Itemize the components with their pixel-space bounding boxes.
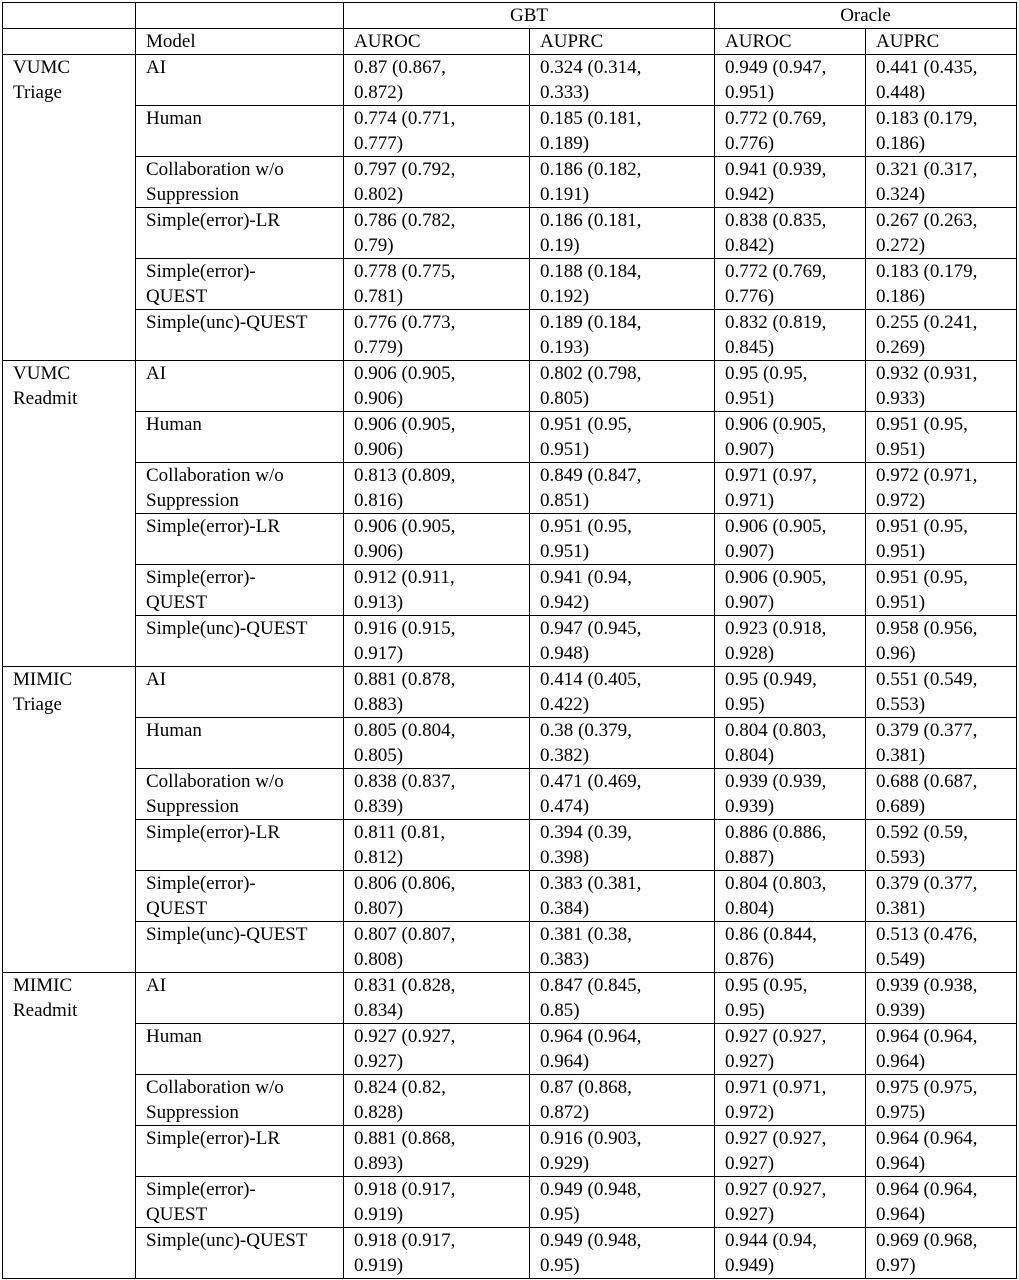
oracle-auroc-cell: 0.971 (0.971, 0.972) [715, 1075, 866, 1126]
dataset-label: VUMC Triage [3, 55, 136, 361]
table-row [3, 922, 1017, 973]
gbt-auprc-cell: 0.383 (0.381, 0.384) [530, 871, 715, 922]
oracle-auprc-cell: 0.551 (0.549, 0.553) [866, 667, 1017, 718]
oracle-auroc-cell: 0.804 (0.803, 0.804) [715, 871, 866, 922]
header-row-groups [3, 3, 1017, 29]
gbt-auprc-cell: 0.849 (0.847, 0.851) [530, 463, 715, 514]
model-cell: Human [136, 1024, 344, 1075]
table-row [3, 1228, 1017, 1279]
oracle-auprc-cell: 0.964 (0.964, 0.964) [866, 1024, 1017, 1075]
model-cell: Simple(unc)-QUEST [136, 922, 344, 973]
oracle-auroc-cell: 0.906 (0.905, 0.907) [715, 412, 866, 463]
oracle-auprc-cell: 0.969 (0.968, 0.97) [866, 1228, 1017, 1279]
table-row [3, 616, 1017, 667]
oracle-auroc-cell: 0.927 (0.927, 0.927) [715, 1024, 866, 1075]
gbt-auroc-cell: 0.806 (0.806, 0.807) [344, 871, 530, 922]
results-table [2, 2, 1017, 1279]
gbt-auroc-cell: 0.912 (0.911, 0.913) [344, 565, 530, 616]
model-cell: Collaboration w/o Suppression [136, 463, 344, 514]
gbt-auroc-cell: 0.805 (0.804, 0.805) [344, 718, 530, 769]
table-row [3, 259, 1017, 310]
model-cell: Human [136, 718, 344, 769]
oracle-auroc-cell: 0.927 (0.927, 0.927) [715, 1126, 866, 1177]
gbt-auprc-cell: 0.186 (0.181, 0.19) [530, 208, 715, 259]
table-row [3, 310, 1017, 361]
gbt-auroc-cell: 0.906 (0.905, 0.906) [344, 412, 530, 463]
oracle-auprc-cell: 0.964 (0.964, 0.964) [866, 1126, 1017, 1177]
gbt-auroc-cell: 0.906 (0.905, 0.906) [344, 361, 530, 412]
gbt-auroc-cell: 0.797 (0.792, 0.802) [344, 157, 530, 208]
table-row [3, 973, 1017, 1024]
oracle-auprc-cell: 0.958 (0.956, 0.96) [866, 616, 1017, 667]
dataset-label: MIMIC Readmit [3, 973, 136, 1279]
oracle-auprc-cell: 0.951 (0.95, 0.951) [866, 514, 1017, 565]
header-group-oracle: Oracle [715, 3, 1017, 29]
header-empty-cell [3, 3, 136, 29]
model-cell: Collaboration w/o Suppression [136, 769, 344, 820]
table-row [3, 565, 1017, 616]
table-row [3, 667, 1017, 718]
oracle-auroc-cell: 0.886 (0.886, 0.887) [715, 820, 866, 871]
table-row [3, 514, 1017, 565]
gbt-auroc-cell: 0.916 (0.915, 0.917) [344, 616, 530, 667]
gbt-auprc-cell: 0.87 (0.868, 0.872) [530, 1075, 715, 1126]
header-metric-gbt-auroc: AUROC [344, 29, 530, 55]
table-row [3, 718, 1017, 769]
oracle-auroc-cell: 0.772 (0.769, 0.776) [715, 106, 866, 157]
gbt-auroc-cell: 0.918 (0.917, 0.919) [344, 1177, 530, 1228]
gbt-auroc-cell: 0.807 (0.807, 0.808) [344, 922, 530, 973]
oracle-auprc-cell: 0.975 (0.975, 0.975) [866, 1075, 1017, 1126]
gbt-auprc-cell: 0.381 (0.38, 0.383) [530, 922, 715, 973]
header-metric-oracle-auprc: AUPRC [866, 29, 1017, 55]
oracle-auprc-cell: 0.951 (0.95, 0.951) [866, 565, 1017, 616]
oracle-auroc-cell: 0.923 (0.918, 0.928) [715, 616, 866, 667]
gbt-auroc-cell: 0.813 (0.809, 0.816) [344, 463, 530, 514]
oracle-auroc-cell: 0.944 (0.94, 0.949) [715, 1228, 866, 1279]
model-cell: Simple(error)-LR [136, 820, 344, 871]
header-row-metrics [3, 29, 1017, 55]
header-metric-gbt-auprc: AUPRC [530, 29, 715, 55]
oracle-auroc-cell: 0.927 (0.927, 0.927) [715, 1177, 866, 1228]
gbt-auroc-cell: 0.927 (0.927, 0.927) [344, 1024, 530, 1075]
gbt-auprc-cell: 0.185 (0.181, 0.189) [530, 106, 715, 157]
oracle-auroc-cell: 0.804 (0.803, 0.804) [715, 718, 866, 769]
table-row [3, 1126, 1017, 1177]
header-empty-cell [3, 29, 136, 55]
gbt-auprc-cell: 0.916 (0.903, 0.929) [530, 1126, 715, 1177]
model-cell: Simple(error)- QUEST [136, 259, 344, 310]
gbt-auroc-cell: 0.838 (0.837, 0.839) [344, 769, 530, 820]
gbt-auroc-cell: 0.906 (0.905, 0.906) [344, 514, 530, 565]
gbt-auprc-cell: 0.38 (0.379, 0.382) [530, 718, 715, 769]
oracle-auroc-cell: 0.95 (0.95, 0.951) [715, 361, 866, 412]
model-cell: Simple(error)- QUEST [136, 871, 344, 922]
gbt-auprc-cell: 0.941 (0.94, 0.942) [530, 565, 715, 616]
oracle-auprc-cell: 0.972 (0.971, 0.972) [866, 463, 1017, 514]
oracle-auprc-cell: 0.513 (0.476, 0.549) [866, 922, 1017, 973]
oracle-auprc-cell: 0.964 (0.964, 0.964) [866, 1177, 1017, 1228]
model-cell: AI [136, 361, 344, 412]
table-row [3, 157, 1017, 208]
gbt-auroc-cell: 0.778 (0.775, 0.781) [344, 259, 530, 310]
table-row [3, 55, 1017, 106]
gbt-auroc-cell: 0.831 (0.828, 0.834) [344, 973, 530, 1024]
oracle-auroc-cell: 0.95 (0.949, 0.95) [715, 667, 866, 718]
gbt-auprc-cell: 0.964 (0.964, 0.964) [530, 1024, 715, 1075]
model-cell: AI [136, 667, 344, 718]
model-cell: Simple(error)-LR [136, 514, 344, 565]
model-cell: Collaboration w/o Suppression [136, 157, 344, 208]
table-row [3, 106, 1017, 157]
gbt-auprc-cell: 0.847 (0.845, 0.85) [530, 973, 715, 1024]
oracle-auroc-cell: 0.906 (0.905, 0.907) [715, 565, 866, 616]
oracle-auprc-cell: 0.441 (0.435, 0.448) [866, 55, 1017, 106]
gbt-auroc-cell: 0.774 (0.771, 0.777) [344, 106, 530, 157]
gbt-auroc-cell: 0.811 (0.81, 0.812) [344, 820, 530, 871]
gbt-auroc-cell: 0.824 (0.82, 0.828) [344, 1075, 530, 1126]
gbt-auprc-cell: 0.947 (0.945, 0.948) [530, 616, 715, 667]
header-group-gbt: GBT [344, 3, 715, 29]
model-cell: Collaboration w/o Suppression [136, 1075, 344, 1126]
gbt-auprc-cell: 0.951 (0.95, 0.951) [530, 514, 715, 565]
oracle-auroc-cell: 0.95 (0.95, 0.95) [715, 973, 866, 1024]
gbt-auprc-cell: 0.186 (0.182, 0.191) [530, 157, 715, 208]
model-cell: Human [136, 412, 344, 463]
gbt-auprc-cell: 0.324 (0.314, 0.333) [530, 55, 715, 106]
gbt-auroc-cell: 0.918 (0.917, 0.919) [344, 1228, 530, 1279]
model-cell: Simple(unc)-QUEST [136, 1228, 344, 1279]
oracle-auroc-cell: 0.906 (0.905, 0.907) [715, 514, 866, 565]
table-row [3, 1177, 1017, 1228]
oracle-auprc-cell: 0.592 (0.59, 0.593) [866, 820, 1017, 871]
gbt-auprc-cell: 0.394 (0.39, 0.398) [530, 820, 715, 871]
gbt-auprc-cell: 0.951 (0.95, 0.951) [530, 412, 715, 463]
header-empty-cell [136, 3, 344, 29]
oracle-auprc-cell: 0.379 (0.377, 0.381) [866, 718, 1017, 769]
model-cell: AI [136, 973, 344, 1024]
table-row [3, 208, 1017, 259]
dataset-label: VUMC Readmit [3, 361, 136, 667]
gbt-auprc-cell: 0.188 (0.184, 0.192) [530, 259, 715, 310]
model-cell: Simple(error)-LR [136, 1126, 344, 1177]
gbt-auroc-cell: 0.87 (0.867, 0.872) [344, 55, 530, 106]
model-cell: Simple(error)-LR [136, 208, 344, 259]
table-row [3, 769, 1017, 820]
oracle-auroc-cell: 0.971 (0.97, 0.971) [715, 463, 866, 514]
gbt-auprc-cell: 0.471 (0.469, 0.474) [530, 769, 715, 820]
oracle-auprc-cell: 0.932 (0.931, 0.933) [866, 361, 1017, 412]
oracle-auprc-cell: 0.939 (0.938, 0.939) [866, 973, 1017, 1024]
gbt-auroc-cell: 0.881 (0.878, 0.883) [344, 667, 530, 718]
table-row [3, 361, 1017, 412]
oracle-auroc-cell: 0.939 (0.939, 0.939) [715, 769, 866, 820]
table-row [3, 1075, 1017, 1126]
oracle-auprc-cell: 0.379 (0.377, 0.381) [866, 871, 1017, 922]
gbt-auroc-cell: 0.881 (0.868, 0.893) [344, 1126, 530, 1177]
oracle-auroc-cell: 0.832 (0.819, 0.845) [715, 310, 866, 361]
oracle-auprc-cell: 0.183 (0.179, 0.186) [866, 106, 1017, 157]
dataset-label: MIMIC Triage [3, 667, 136, 973]
model-cell: Simple(unc)-QUEST [136, 310, 344, 361]
model-cell: Human [136, 106, 344, 157]
table-row [3, 1024, 1017, 1075]
oracle-auroc-cell: 0.86 (0.844, 0.876) [715, 922, 866, 973]
header-model: Model [136, 29, 344, 55]
gbt-auprc-cell: 0.949 (0.948, 0.95) [530, 1177, 715, 1228]
model-cell: Simple(unc)-QUEST [136, 616, 344, 667]
model-cell: Simple(error)- QUEST [136, 1177, 344, 1228]
gbt-auroc-cell: 0.776 (0.773, 0.779) [344, 310, 530, 361]
gbt-auprc-cell: 0.802 (0.798, 0.805) [530, 361, 715, 412]
table-row [3, 820, 1017, 871]
oracle-auprc-cell: 0.321 (0.317, 0.324) [866, 157, 1017, 208]
oracle-auprc-cell: 0.951 (0.95, 0.951) [866, 412, 1017, 463]
model-cell: Simple(error)- QUEST [136, 565, 344, 616]
table-row [3, 412, 1017, 463]
oracle-auprc-cell: 0.688 (0.687, 0.689) [866, 769, 1017, 820]
table-row [3, 871, 1017, 922]
oracle-auroc-cell: 0.941 (0.939, 0.942) [715, 157, 866, 208]
oracle-auprc-cell: 0.183 (0.179, 0.186) [866, 259, 1017, 310]
table-row [3, 463, 1017, 514]
oracle-auroc-cell: 0.949 (0.947, 0.951) [715, 55, 866, 106]
gbt-auprc-cell: 0.189 (0.184, 0.193) [530, 310, 715, 361]
oracle-auprc-cell: 0.255 (0.241, 0.269) [866, 310, 1017, 361]
model-cell: AI [136, 55, 344, 106]
oracle-auroc-cell: 0.772 (0.769, 0.776) [715, 259, 866, 310]
gbt-auprc-cell: 0.414 (0.405, 0.422) [530, 667, 715, 718]
header-metric-oracle-auroc: AUROC [715, 29, 866, 55]
oracle-auprc-cell: 0.267 (0.263, 0.272) [866, 208, 1017, 259]
oracle-auroc-cell: 0.838 (0.835, 0.842) [715, 208, 866, 259]
gbt-auprc-cell: 0.949 (0.948, 0.95) [530, 1228, 715, 1279]
gbt-auroc-cell: 0.786 (0.782, 0.79) [344, 208, 530, 259]
